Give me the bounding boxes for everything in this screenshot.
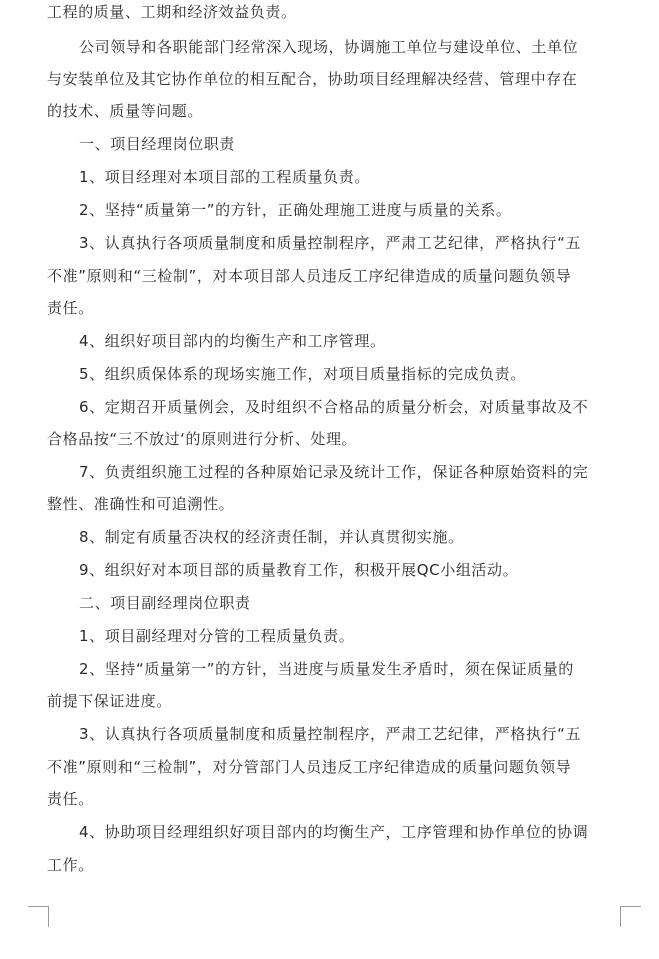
paragraph-first-line: 2、坚持“质量第一”的方针，当进度与质量发生矛盾时，须在保证质量的 bbox=[79, 660, 574, 678]
paragraph-first-line: 9、组织好对本项目部的质量教育工作，积极开展QC小组活动。 bbox=[79, 561, 519, 579]
page-margin-corner-right bbox=[620, 906, 641, 927]
text-line: 前提下保证进度。 bbox=[47, 692, 172, 710]
paragraph-first-line: 2、坚持“质量第一”的方针，正确处理施工进度与质量的关系。 bbox=[79, 201, 512, 219]
paragraph-first-line: 4、组织好项目部内的均衡生产和工序管理。 bbox=[79, 332, 386, 350]
text-line: 工程的质量、工期和经济效益负责。 bbox=[47, 3, 297, 21]
paragraph-first-line: 3、认真执行各项质量制度和质量控制程序，严肃工艺纪律，严格执行“五 bbox=[79, 234, 582, 252]
paragraph-first-line: 3、认真执行各项质量制度和质量控制程序，严肃工艺纪律，严格执行“五 bbox=[79, 725, 582, 743]
paragraph-first-line: 1、项目经理对本项目部的工程质量负责。 bbox=[79, 168, 370, 186]
paragraph-first-line: 1、项目副经理对分管的工程质量负责。 bbox=[79, 627, 355, 645]
text-line: 的技术、质量等问题。 bbox=[47, 102, 204, 120]
text-line: 责任。 bbox=[47, 299, 94, 317]
paragraph-first-line: 公司领导和各职能部门经常深入现场，协调施工单位与建设单位、土单位 bbox=[79, 38, 579, 56]
paragraph-first-line: 5、组织质保体系的现场实施工作，对项目质量指标的完成负责。 bbox=[79, 365, 526, 383]
section-heading: 二、项目副经理岗位职责 bbox=[79, 594, 251, 612]
paragraph-first-line: 8、制定有质量否决权的经济责任制，并认真贯彻实施。 bbox=[79, 528, 464, 546]
text-line: 与安装单位及其它协作单位的相互配合，协助项目经理解决经营、管理中存在 bbox=[47, 70, 578, 88]
text-line: 工作。 bbox=[47, 856, 94, 874]
text-line: 合格品按“三不放过‘的原则进行分析、处理。 bbox=[47, 430, 358, 448]
section-heading: 一、项目经理岗位职责 bbox=[79, 135, 236, 153]
text-line: 整性、准确性和可追溯性。 bbox=[47, 495, 235, 513]
paragraph-first-line: 6、定期召开质量例会，及时组织不合格品的质量分析会，对质量事故及不 bbox=[79, 398, 589, 416]
page-margin-corner-left bbox=[28, 906, 49, 927]
paragraph-first-line: 7、负责组织施工过程的各种原始记录及统计工作，保证各种原始资料的完 bbox=[79, 463, 589, 481]
text-line: 不准”原则和“三检制”，对本项目部人员违反工序纪律造成的质量问题负领导 bbox=[47, 267, 572, 285]
paragraph-first-line: 4、协助项目经理组织好项目部内的均衡生产，工序管理和协作单位的协调 bbox=[79, 823, 589, 841]
text-line: 责任。 bbox=[47, 790, 94, 808]
text-line: 不准”原则和“三检制”，对分管部门人员违反工序纪律造成的质量问题负领导 bbox=[47, 758, 572, 776]
